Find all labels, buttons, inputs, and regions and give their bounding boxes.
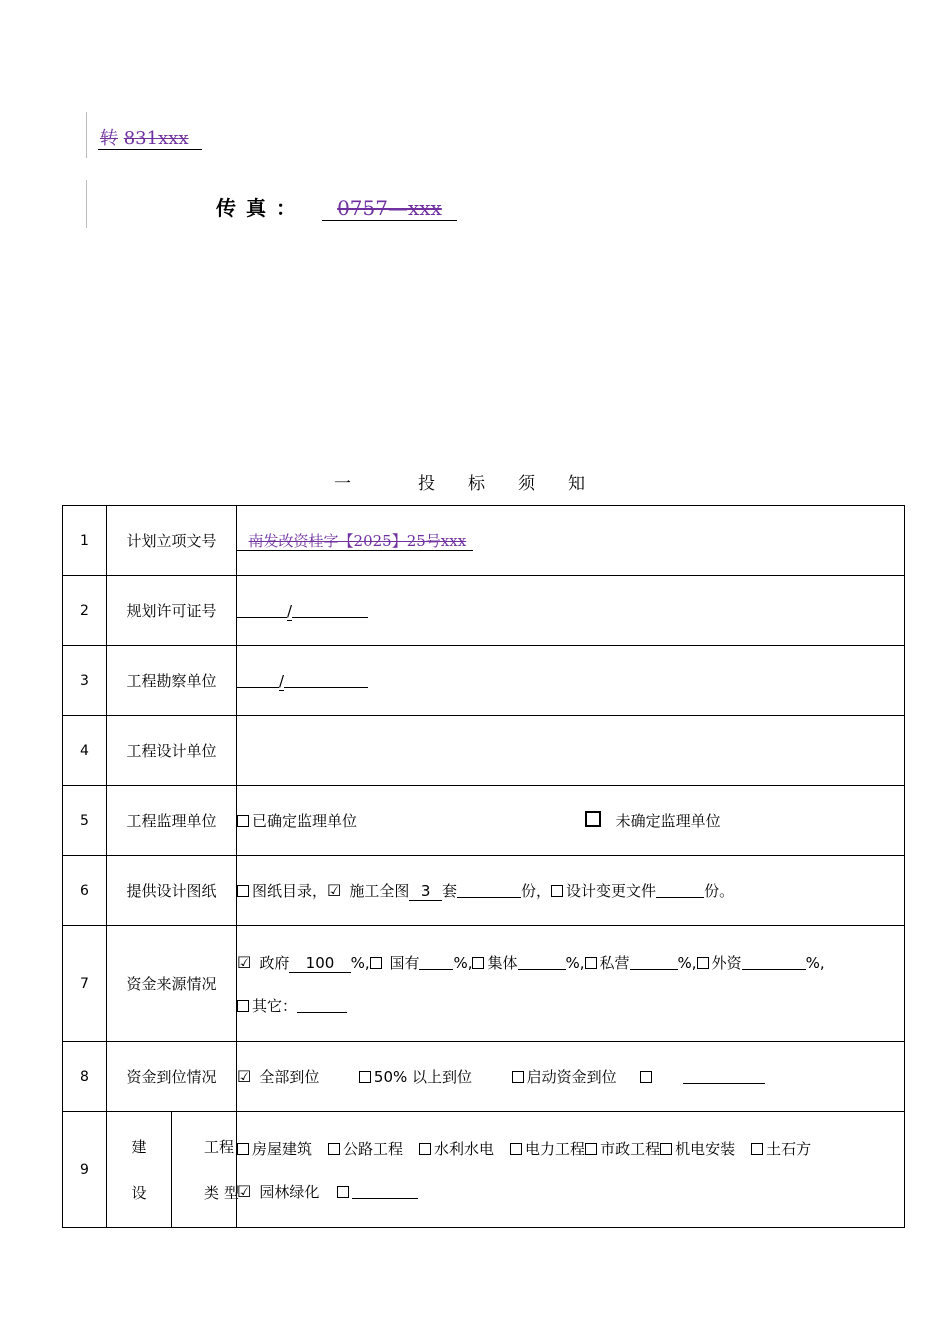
option-label: 未确定监理单位 bbox=[615, 812, 721, 830]
checkbox-unchecked[interactable] bbox=[551, 885, 563, 897]
row-number: 4 bbox=[63, 716, 107, 786]
table-row bbox=[63, 646, 905, 716]
checkbox-unchecked[interactable] bbox=[419, 1143, 431, 1155]
label-char: 建 bbox=[131, 1137, 147, 1156]
checkbox-unchecked[interactable] bbox=[512, 1071, 524, 1083]
table-row bbox=[63, 926, 905, 1042]
checkbox-unchecked[interactable] bbox=[660, 1143, 672, 1155]
label-text: 工程类 bbox=[204, 1137, 235, 1202]
row-number: 3 bbox=[63, 646, 107, 716]
option-label: 机电安装 bbox=[675, 1139, 736, 1158]
checkbox-unchecked[interactable] bbox=[640, 1071, 652, 1083]
row-number: 2 bbox=[63, 576, 107, 646]
option-label: 启动资金到位 bbox=[526, 1068, 617, 1086]
option-label: 公路工程 bbox=[343, 1139, 404, 1158]
row-value-empty bbox=[237, 716, 905, 786]
row-number: 6 bbox=[63, 856, 107, 926]
phone-value: 831xxx bbox=[123, 128, 189, 149]
percent-sign: %, bbox=[453, 953, 473, 972]
slash-value: / bbox=[279, 671, 285, 690]
option-label: 全部到位 bbox=[259, 1068, 320, 1086]
row-number: 1 bbox=[63, 506, 107, 576]
checkbox-unchecked[interactable] bbox=[472, 957, 484, 969]
row-number: 8 bbox=[63, 1042, 107, 1112]
table-row bbox=[63, 1042, 905, 1112]
label-text: 型 bbox=[224, 1183, 240, 1202]
row-label: 工程勘察单位 bbox=[107, 646, 237, 716]
checkbox-unchecked[interactable] bbox=[697, 957, 709, 969]
checkbox-unchecked[interactable] bbox=[585, 957, 597, 969]
option-label: 已确定监理单位 bbox=[252, 812, 358, 830]
option-label: 土石方 bbox=[766, 1139, 812, 1158]
fax-value: 0757—xxx bbox=[337, 196, 442, 220]
table-row bbox=[63, 856, 905, 926]
option-label: 水利水电 bbox=[434, 1139, 495, 1158]
row-value bbox=[237, 646, 905, 716]
checkbox-unchecked[interactable] bbox=[359, 1071, 371, 1083]
unit-label: 份， bbox=[521, 882, 552, 900]
checkbox-checked-icon[interactable]: ☑ bbox=[237, 952, 252, 972]
row-value bbox=[237, 1042, 905, 1112]
option-label: 政府 bbox=[259, 953, 290, 972]
checkbox-unchecked[interactable] bbox=[328, 1143, 340, 1155]
bid-notice-table bbox=[62, 505, 905, 1228]
row-value bbox=[237, 856, 905, 926]
percent-sign: %, bbox=[565, 953, 585, 972]
checkbox-unchecked[interactable] bbox=[237, 1000, 249, 1012]
row-label: 资金到位情况 bbox=[107, 1042, 237, 1112]
row-value bbox=[237, 1112, 905, 1228]
row-label: 提供设计图纸 bbox=[107, 856, 237, 926]
option-label: 施工全图 bbox=[349, 882, 410, 900]
option-label: 设计变更文件 bbox=[566, 882, 657, 900]
label-char: 设 bbox=[131, 1183, 147, 1202]
row-number: 7 bbox=[63, 926, 107, 1042]
title-char: 标 bbox=[468, 474, 485, 494]
checkbox-unchecked[interactable] bbox=[585, 1143, 597, 1155]
row-number: 9 bbox=[63, 1112, 107, 1228]
checkbox-checked-icon[interactable]: ☑ bbox=[237, 1067, 252, 1086]
option-label: 电力工程 bbox=[525, 1139, 586, 1158]
checkbox-unchecked[interactable] bbox=[337, 1186, 349, 1198]
revision-bar bbox=[86, 112, 87, 158]
checkbox-unchecked[interactable] bbox=[751, 1143, 763, 1155]
checkbox-checked-icon[interactable]: ☑ bbox=[327, 881, 342, 900]
unit-label: 份。 bbox=[704, 882, 735, 900]
table-row bbox=[63, 786, 905, 856]
percent-sign: %, bbox=[805, 953, 825, 972]
checkbox-unchecked[interactable] bbox=[237, 885, 249, 897]
checkbox-unchecked[interactable] bbox=[510, 1143, 522, 1155]
row-value bbox=[237, 926, 905, 1042]
option-label: 国有 bbox=[389, 953, 420, 972]
sets-count: 3 bbox=[420, 882, 431, 900]
row-label: 计划立项文号 bbox=[107, 506, 237, 576]
option-label: 园林绿化 bbox=[259, 1182, 320, 1201]
row-value bbox=[237, 506, 905, 576]
percent-sign: %, bbox=[350, 953, 370, 972]
checkbox-unchecked[interactable] bbox=[237, 815, 249, 827]
title-char: 投 bbox=[418, 474, 435, 494]
section-number: 一 bbox=[334, 474, 351, 494]
row-label: 工程监理单位 bbox=[107, 786, 237, 856]
row-label: 规划许可证号 bbox=[107, 576, 237, 646]
option-label: 图纸目录， bbox=[252, 882, 328, 900]
checkbox-unchecked[interactable] bbox=[585, 811, 601, 827]
checkbox-unchecked[interactable] bbox=[370, 957, 382, 969]
fax-label: 传真： bbox=[216, 196, 306, 220]
table-row bbox=[63, 716, 905, 786]
checkbox-unchecked[interactable] bbox=[237, 1143, 249, 1155]
unit-label: 套 bbox=[442, 882, 458, 900]
option-label: 50% 以上到位 bbox=[373, 1068, 473, 1086]
option-label: 房屋建筑 bbox=[252, 1139, 313, 1158]
table-row bbox=[63, 506, 905, 576]
table-row bbox=[63, 576, 905, 646]
percent-sign: %, bbox=[677, 953, 697, 972]
slash-value: / bbox=[287, 601, 293, 620]
row-label: 工程设计单位 bbox=[107, 716, 237, 786]
fax-line bbox=[216, 192, 457, 221]
row-value bbox=[237, 786, 905, 856]
revision-bar bbox=[86, 180, 87, 228]
option-label: 私营 bbox=[599, 953, 630, 972]
gov-percent: 100 bbox=[305, 953, 335, 972]
checkbox-checked-icon[interactable]: ☑ bbox=[237, 1181, 252, 1201]
row-label-construction bbox=[107, 1112, 172, 1228]
row-label: 资金来源情况 bbox=[107, 926, 237, 1042]
title-char: 知 bbox=[568, 474, 585, 494]
phone-prefix: 转 bbox=[100, 128, 118, 149]
option-label: 外资 bbox=[711, 953, 742, 972]
title-char: 须 bbox=[518, 474, 535, 494]
project-approval-number: 南发改资桂字【2025】25号xxx bbox=[248, 532, 467, 550]
option-label: 其它： bbox=[252, 996, 298, 1015]
row-number: 5 bbox=[63, 786, 107, 856]
row-value bbox=[237, 576, 905, 646]
row-label-project-type bbox=[172, 1112, 240, 1228]
option-label: 集体 bbox=[487, 953, 518, 972]
option-label: 市政工程 bbox=[600, 1139, 661, 1158]
table-row bbox=[63, 1112, 905, 1228]
phone-extension bbox=[98, 124, 202, 150]
